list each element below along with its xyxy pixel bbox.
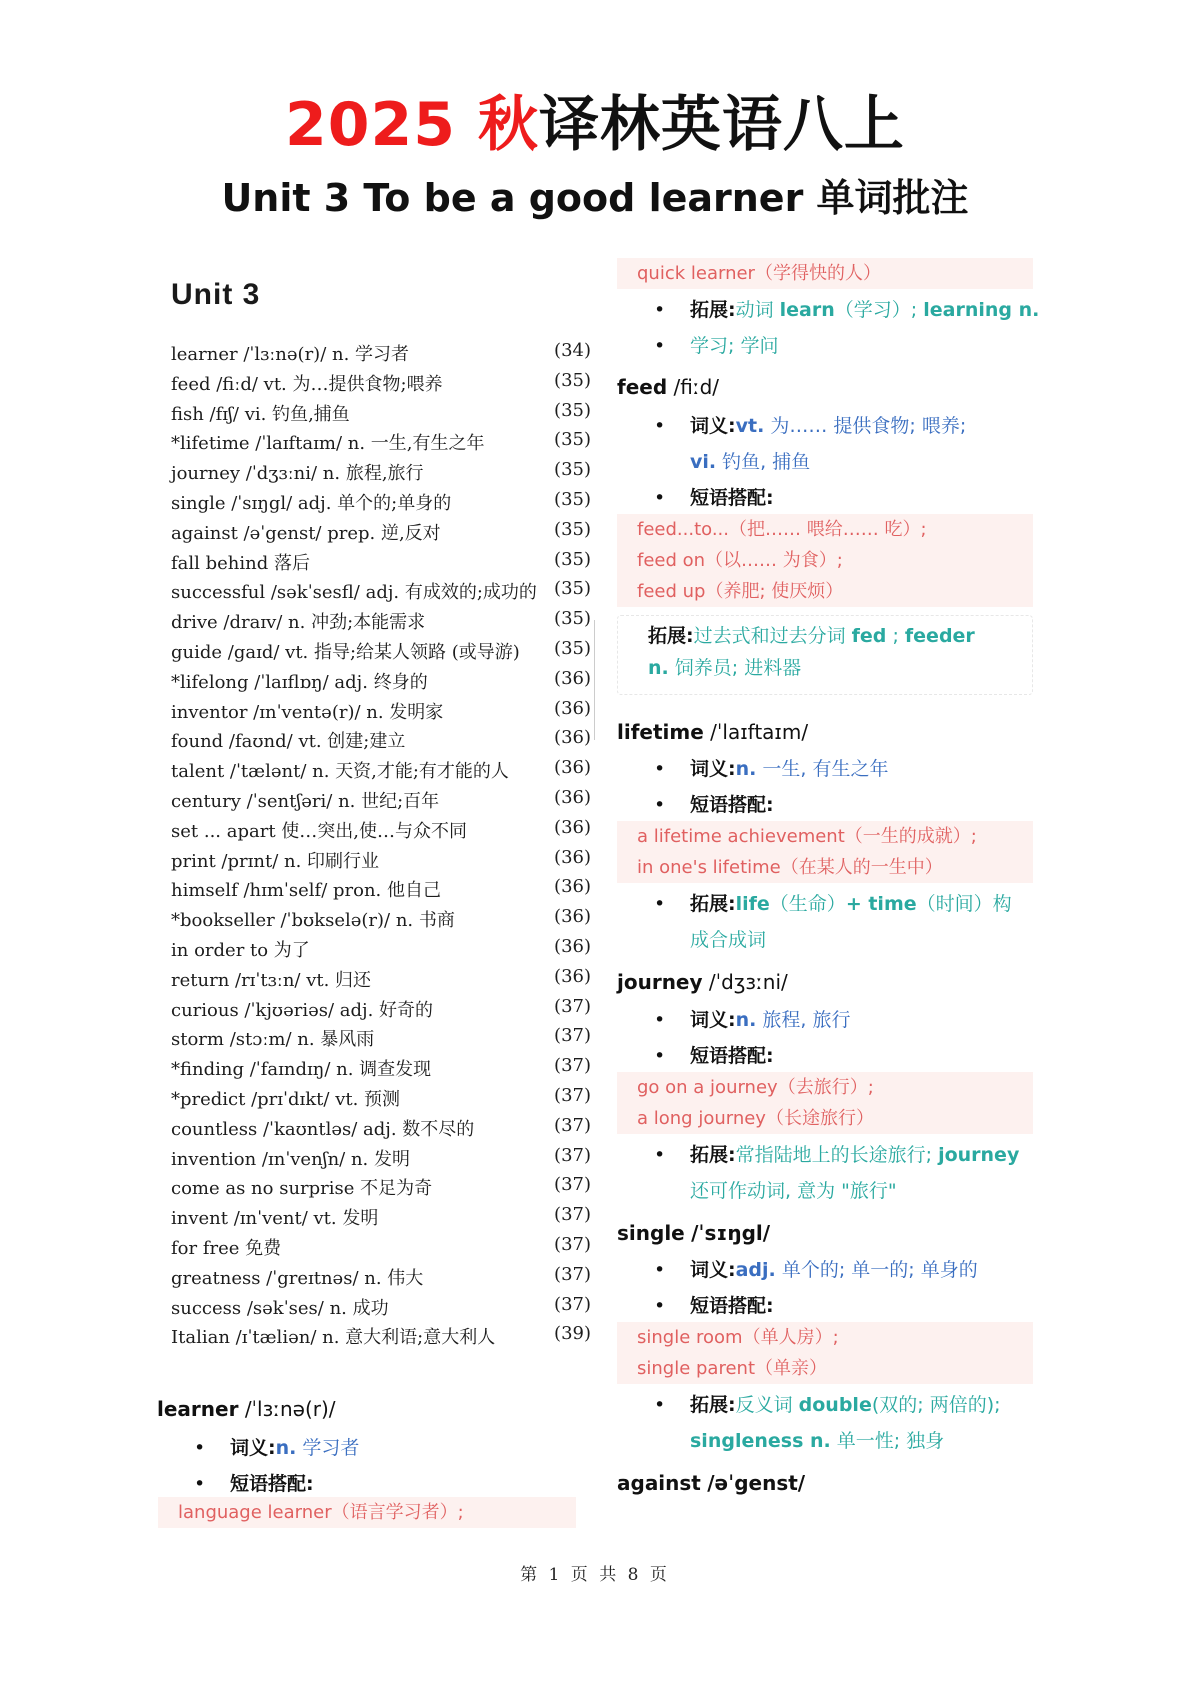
vocab-entry: fish /fɪʃ/ vi. 钓鱼,捕鱼: [171, 403, 350, 425]
page-subtitle: Unit 3 To be a good learner 单词批注: [221, 176, 969, 220]
entry-lifetime-phrase-1: in one's lifetime（在某人的一生中）: [637, 857, 943, 878]
vocab-entry: successful /səkˈsesfl/ adj. 有成效的;成功的: [171, 582, 537, 604]
entry-feed-phrase-2: feed up（养肥; 使厌烦）: [637, 581, 844, 602]
entry-learner-phrase-1: quick learner（学得快的人）: [617, 258, 1033, 289]
vocab-entry: *lifetime /ˈlaɪftaɪm/ n. 一生,有生之年: [171, 433, 485, 455]
vocab-row: [171, 1145, 591, 1175]
vocab-entry: for free 免费: [171, 1238, 282, 1259]
vocab-page-ref: (39): [554, 1323, 591, 1345]
vocab-row: [171, 340, 591, 370]
entry-journey-phrase-1: a long journey（长途旅行）: [637, 1108, 874, 1129]
vocab-row: [171, 727, 591, 757]
vocab-row: [171, 817, 591, 847]
vocab-page-ref: (36): [554, 965, 591, 987]
vocab-row: [171, 906, 591, 936]
vocab-entry: *predict /prɪˈdɪkt/ vt. 预测: [171, 1089, 401, 1110]
vocab-entry: curious /ˈkjʊəriəs/ adj. 好奇的: [171, 999, 434, 1021]
vocab-page-ref: (35): [554, 638, 591, 659]
vocab-entry: talent /ˈtælənt/ n. 天资,才能;有才能的人: [171, 761, 509, 783]
vocab-entry: invention /ɪnˈvenʃn/ n. 发明: [171, 1148, 410, 1170]
vocab-page-ref: (36): [554, 936, 591, 957]
entry-single-meaning: • 词义:adj. 单个的; 单一的; 单身的: [690, 1253, 978, 1287]
entry-lifetime-heading: lifetime /ˈlaɪftaɪm/: [617, 720, 809, 744]
vocab-page-ref: (35): [554, 369, 591, 391]
entry-learner-phrase-0: language learner（语言学习者）;: [158, 1497, 576, 1528]
page-footer: 第 1 页 共 8 页: [520, 1565, 670, 1585]
entry-journey-phrase-0: go on a journey（去旅行）;: [637, 1077, 874, 1098]
vocab-row: [171, 429, 591, 459]
vocab-row: [171, 757, 591, 787]
entry-learner-meaning: • 词义:n. 学习者: [230, 1431, 359, 1465]
vocab-entry: in order to 为了: [171, 940, 310, 961]
vocab-page-ref: (37): [554, 1055, 591, 1077]
entry-feed-meaning: • 词义:vt. 为…… 提供食物; 喂养;: [690, 409, 966, 443]
vocab-entry: century /ˈsentʃəri/ n. 世纪;百年: [171, 791, 440, 812]
entry-journey-heading: journey /ˈdʒɜːni/: [617, 970, 788, 994]
vocab-row: [171, 519, 591, 549]
vocab-row: [171, 698, 591, 728]
vocab-entry: invent /ɪnˈvent/ vt. 发明: [171, 1208, 379, 1230]
entry-learner-extension: • 拓展:动词 learn（学习）; learning n.: [690, 293, 1039, 327]
vocab-page-ref: (37): [554, 1204, 591, 1226]
vocab-row: [171, 489, 591, 519]
entry-against-heading: against /əˈgenst/: [617, 1471, 806, 1495]
vocab-row: [171, 1174, 591, 1204]
entry-single-extension: • 拓展:反义词 double(双的; 两倍的);: [690, 1388, 1001, 1422]
entry-journey-phrase-label: • 短语搭配:: [690, 1039, 774, 1073]
entry-learner-extension-cont: • 学习; 学问: [690, 329, 778, 363]
vocab-row: [171, 936, 591, 966]
vocab-page-ref: (37): [554, 1114, 591, 1136]
vocab-entry: set ... apart 使…突出,使…与众不同: [171, 820, 467, 842]
vocab-entry: success /səkˈses/ n. 成功: [171, 1297, 389, 1319]
entry-feed-extension-line1: 拓展:过去式和过去分词 fed ; feeder: [648, 625, 975, 647]
entry-feed-heading: feed /fiːd/: [617, 375, 720, 399]
vocab-row: [171, 638, 591, 668]
vocab-entry: against /əˈgenst/ prep. 逆,反对: [171, 522, 441, 544]
entry-single-phrase-label: • 短语搭配:: [690, 1289, 774, 1323]
vocab-page-ref: (35): [554, 459, 591, 481]
vocab-page-ref: (35): [554, 489, 591, 510]
vocab-entry: countless /ˈkaʊntləs/ adj. 数不尽的: [171, 1118, 475, 1140]
vocab-entry: journey /ˈdʒɜːni/ n. 旅程,旅行: [171, 463, 424, 485]
vocab-row: [171, 668, 591, 698]
entry-feed-extension-line2: n. 饲养员; 进料器: [648, 657, 802, 679]
vocab-row: [171, 370, 591, 400]
unit-heading: Unit 3: [171, 278, 261, 311]
vocab-entry: *bookseller /ˈbʊkselə(r)/ n. 书商: [171, 910, 455, 932]
vocab-page-ref: (36): [554, 876, 591, 898]
vocab-page-ref: (37): [554, 1085, 591, 1106]
entry-lifetime-meaning: • 词义:n. 一生, 有生之年: [690, 752, 889, 786]
vocab-entry: *lifelong /ˈlaɪflɒŋ/ adj. 终身的: [171, 671, 428, 693]
vocab-row: [171, 787, 591, 817]
vocab-page-ref: (35): [554, 518, 591, 540]
vocab-row: [171, 1055, 591, 1085]
vocab-entry: return /rɪˈtɜːn/ vt. 归还: [171, 969, 372, 991]
vocab-row: [171, 1085, 591, 1115]
title-rest: 译林英语八上: [538, 90, 905, 160]
vocab-row: [171, 1115, 591, 1145]
vocab-page-ref: (35): [554, 429, 591, 451]
vocab-page-ref: (37): [554, 1174, 591, 1196]
vocab-page-ref: (37): [554, 1144, 591, 1166]
entry-feed-phrase-1: feed on（以…… 为食）;: [637, 550, 843, 571]
vocab-page-ref: (35): [554, 399, 591, 421]
vocab-row: [171, 996, 591, 1026]
entry-lifetime-phrase-label: • 短语搭配:: [690, 788, 774, 822]
vocab-row: [171, 608, 591, 638]
title-autumn: 秋: [477, 90, 539, 160]
entry-single-heading: single /ˈsɪŋgl/: [617, 1221, 771, 1245]
vocab-page-ref: (37): [554, 1263, 591, 1285]
entry-feed-extension: [617, 615, 1033, 695]
page-title: [0, 85, 1190, 165]
entry-learner-heading: learner /ˈlɜːnə(r)/: [157, 1397, 336, 1421]
vocab-entry: found /faʊnd/ vt. 创建;建立: [171, 731, 406, 753]
entry-lifetime-extension-cont: 成合成词: [690, 929, 767, 951]
vocab-page-ref: (36): [554, 846, 591, 868]
entry-feed-phrases: [617, 514, 1033, 607]
vocab-page-ref: (37): [554, 995, 591, 1017]
vocab-row: [171, 400, 591, 430]
vocab-row: [171, 1323, 591, 1353]
vocab-page-ref: (36): [554, 757, 591, 779]
vocab-entry: drive /draɪv/ n. 冲劲;本能需求: [171, 612, 426, 634]
vocab-page-ref: (37): [554, 1293, 591, 1315]
vocab-entry: fall behind 落后: [171, 552, 310, 574]
vocab-page-ref: (36): [554, 906, 591, 928]
vocab-entry: greatness /ˈgreɪtnəs/ n. 伟大: [171, 1267, 424, 1289]
entry-journey-extension: • 拓展:常指陆地上的长途旅行; journey: [690, 1138, 1019, 1172]
vocab-row: [171, 578, 591, 608]
entry-single-extension-cont: singleness n. 单一性; 独身: [690, 1430, 945, 1452]
vocab-entry: print /prɪnt/ n. 印刷行业: [171, 850, 380, 872]
entry-lifetime-phrases: [617, 821, 1033, 883]
vocab-page-ref: (36): [554, 697, 591, 719]
vocab-entry: *finding /ˈfaɪndɪŋ/ n. 调查发现: [171, 1059, 432, 1081]
entry-journey-extension-cont: 还可作动词, 意为 "旅行": [690, 1180, 897, 1202]
vocab-entry: guide /gaɪd/ vt. 指导;给某人领路 (或导游): [171, 642, 520, 663]
vocab-entry: learner /ˈlɜːnə(r)/ n. 学习者: [171, 344, 410, 365]
entry-single-phrase-0: single room（单人房）;: [637, 1327, 839, 1348]
entry-single-phrases: [617, 1322, 1033, 1384]
vocab-page-ref: (36): [554, 787, 591, 808]
vocab-entry: storm /stɔːm/ n. 暴风雨: [171, 1029, 375, 1051]
entry-lifetime-extension: • 拓展:life（生命）+ time（时间）构: [690, 887, 1012, 921]
vocab-row: [171, 1234, 591, 1264]
vocab-row: [171, 549, 591, 579]
vocab-row: [171, 876, 591, 906]
entry-feed-phrase-label: • 短语搭配:: [690, 481, 774, 515]
vocab-entry: himself /hɪmˈself/ pron. 他自己: [171, 880, 441, 902]
title-year: 2025: [285, 90, 457, 160]
vocab-page-ref: (37): [554, 1025, 591, 1047]
vocab-row: [171, 1264, 591, 1294]
vocab-row: [171, 1025, 591, 1055]
entry-feed-meaning-cont: vi. 钓鱼, 捕鱼: [690, 451, 811, 473]
vocab-row: [171, 459, 591, 489]
vocab-row: [171, 966, 591, 996]
entry-learner-phrase-label: • 短语搭配:: [230, 1467, 314, 1501]
vocab-row: [171, 1204, 591, 1234]
column-divider: [594, 620, 595, 740]
entry-journey-meaning: • 词义:n. 旅程, 旅行: [690, 1003, 851, 1037]
vocab-entry: single /ˈsɪŋgl/ adj. 单个的;单身的: [171, 493, 452, 514]
vocab-page-ref: (37): [554, 1234, 591, 1255]
vocab-entry: Italian /ɪˈtæliən/ n. 意大利语;意大利人: [171, 1327, 496, 1349]
vocab-row: [171, 1294, 591, 1324]
entry-journey-phrases: [617, 1072, 1033, 1134]
vocab-page-ref: (34): [554, 340, 591, 361]
vocab-page-ref: (35): [554, 608, 591, 630]
vocab-entry: feed /fiːd/ vt. 为…提供食物;喂养: [171, 373, 443, 395]
entry-lifetime-phrase-0: a lifetime achievement（一生的成就）;: [637, 826, 977, 847]
vocab-page-ref: (35): [554, 578, 591, 600]
vocab-entry: come as no surprise 不足为奇: [171, 1178, 433, 1200]
vocab-page-ref: (36): [554, 667, 591, 689]
vocab-entry: inventor /ɪnˈventə(r)/ n. 发明家: [171, 701, 444, 723]
vocab-page-ref: (36): [554, 816, 591, 838]
vocab-page-ref: (35): [554, 548, 591, 570]
vocab-row: [171, 847, 591, 877]
entry-single-phrase-1: single parent（单亲）: [637, 1358, 828, 1379]
vocab-page-ref: (36): [554, 727, 591, 749]
entry-feed-phrase-0: feed...to...（把…… 喂给…… 吃）;: [637, 519, 927, 540]
